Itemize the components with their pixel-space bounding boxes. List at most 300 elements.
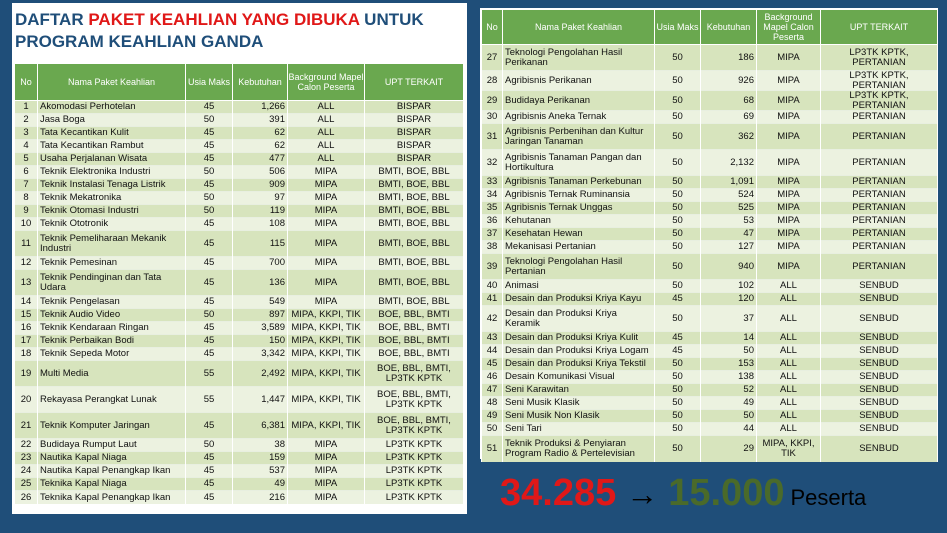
cell-name: Agribisnis Perikanan xyxy=(503,71,655,91)
cell-name: Desain dan Produksi Kriya Logam xyxy=(503,345,655,358)
cell-need: 29 xyxy=(701,436,757,462)
table-row xyxy=(15,296,464,309)
cell-upt: BOE, BBL, BMTI xyxy=(365,322,464,335)
cell-bg: MIPA, KKPI, TIK xyxy=(288,361,365,387)
cell-bg: MIPA xyxy=(288,491,365,504)
cell-upt: PERTANIAN xyxy=(821,202,938,215)
cell-name: Budidaya Rumput Laut xyxy=(38,439,186,452)
cell-need: 44 xyxy=(701,423,757,436)
cell-upt: BMTI, BOE, BBL xyxy=(365,218,464,231)
cell-name: Usaha Perjalanan Wisata xyxy=(38,153,186,166)
table-row xyxy=(482,358,938,371)
cell-upt: SENBUD xyxy=(821,397,938,410)
cell-age: 45 xyxy=(186,231,233,257)
cell-name: Kehutanan xyxy=(503,215,655,228)
cell-no: 15 xyxy=(15,309,38,322)
cell-name: Teknik Audio Video xyxy=(38,309,186,322)
cell-need: 62 xyxy=(233,127,288,140)
cell-age: 45 xyxy=(186,348,233,361)
cell-need: 1,266 xyxy=(233,101,288,114)
right-table xyxy=(481,9,938,462)
cell-bg: MIPA xyxy=(288,439,365,452)
cell-no: 22 xyxy=(15,439,38,452)
table-header xyxy=(482,10,938,45)
cell-upt: BMTI, BOE, BBL xyxy=(365,231,464,257)
cell-age: 50 xyxy=(186,166,233,179)
cell-age: 45 xyxy=(186,478,233,491)
cell-age: 45 xyxy=(186,218,233,231)
cell-need: 50 xyxy=(701,410,757,423)
cell-name: Teknik Pemeliharaan Mekanik Industri xyxy=(38,231,186,257)
cell-no: 45 xyxy=(482,358,503,371)
cell-upt: BMTI, BOE, BBL xyxy=(365,179,464,192)
cell-upt: PERTANIAN xyxy=(821,215,938,228)
cell-upt: BMTI, BOE, BBL xyxy=(365,205,464,218)
table-row xyxy=(482,189,938,202)
cell-name: Desain Komunikasi Visual xyxy=(503,371,655,384)
cell-upt: SENBUD xyxy=(821,358,938,371)
cell-no: 47 xyxy=(482,384,503,397)
cell-bg: ALL xyxy=(288,140,365,153)
cell-bg: MIPA, KKPI, TIK xyxy=(757,436,821,462)
table-row xyxy=(482,345,938,358)
table-row xyxy=(482,423,938,436)
cell-age: 50 xyxy=(655,215,701,228)
header-bg: Background Mapel Calon Peserta xyxy=(757,10,821,45)
summary-from: 34.285 xyxy=(500,472,617,514)
cell-no: 13 xyxy=(15,270,38,296)
cell-need: 524 xyxy=(701,189,757,202)
cell-bg: ALL xyxy=(757,293,821,306)
cell-name: Teknik Komputer Jaringan xyxy=(38,413,186,439)
table-row xyxy=(482,332,938,345)
cell-age: 50 xyxy=(186,205,233,218)
cell-bg: MIPA xyxy=(288,179,365,192)
table-row xyxy=(482,215,938,228)
cell-bg: MIPA xyxy=(757,228,821,241)
table-row xyxy=(15,452,464,465)
table-row xyxy=(15,166,464,179)
cell-name: Agribisnis Tanaman Pangan dan Hortikultura xyxy=(503,150,655,176)
cell-age: 50 xyxy=(655,410,701,423)
cell-upt: PERTANIAN xyxy=(821,228,938,241)
cell-name: Teknologi Pengolahan Hasil Perikanan xyxy=(503,45,655,71)
cell-need: 50 xyxy=(701,345,757,358)
cell-bg: ALL xyxy=(757,384,821,397)
cell-bg: MIPA xyxy=(288,478,365,491)
cell-no: 40 xyxy=(482,280,503,293)
cell-age: 45 xyxy=(186,270,233,296)
cell-age: 45 xyxy=(186,179,233,192)
cell-upt: SENBUD xyxy=(821,306,938,332)
cell-no: 20 xyxy=(15,387,38,413)
left-table-body xyxy=(15,101,464,504)
cell-need: 2,492 xyxy=(233,361,288,387)
cell-name: Agribisnis Ternak Ruminansia xyxy=(503,189,655,202)
cell-bg: ALL xyxy=(757,423,821,436)
cell-no: 41 xyxy=(482,293,503,306)
cell-need: 506 xyxy=(233,166,288,179)
cell-name: Nautika Kapal Niaga xyxy=(38,452,186,465)
cell-need: 97 xyxy=(233,192,288,205)
cell-name: Seni Tari xyxy=(503,423,655,436)
cell-name: Teknik Mekatronika xyxy=(38,192,186,205)
cell-upt: LP3TK KPTK xyxy=(365,439,464,452)
cell-upt: BISPAR xyxy=(365,114,464,127)
table-row xyxy=(482,241,938,254)
cell-age: 45 xyxy=(186,140,233,153)
cell-age: 45 xyxy=(186,322,233,335)
cell-no: 14 xyxy=(15,296,38,309)
cell-age: 45 xyxy=(186,413,233,439)
cell-age: 50 xyxy=(655,189,701,202)
cell-bg: MIPA xyxy=(757,91,821,111)
summary-to: 15.000 xyxy=(668,472,785,514)
cell-bg: MIPA xyxy=(757,215,821,228)
header-name: Nama Paket Keahlian xyxy=(38,64,186,101)
cell-name: Desain dan Produksi Kriya Kulit xyxy=(503,332,655,345)
cell-bg: MIPA xyxy=(757,202,821,215)
cell-name: Teknik Sepeda Motor xyxy=(38,348,186,361)
cell-bg: ALL xyxy=(757,371,821,384)
header-no: No xyxy=(482,10,503,45)
cell-upt: SENBUD xyxy=(821,280,938,293)
title-part2: UNTUK xyxy=(359,10,424,29)
table-row xyxy=(15,413,464,439)
cell-upt: LP3TK KPTK, PERTANIAN xyxy=(821,45,938,71)
cell-no: 6 xyxy=(15,166,38,179)
table-row xyxy=(482,436,938,462)
table-row xyxy=(482,71,938,91)
cell-need: 153 xyxy=(701,358,757,371)
table-row xyxy=(482,176,938,189)
cell-age: 50 xyxy=(655,241,701,254)
cell-bg: MIPA xyxy=(757,150,821,176)
cell-need: 138 xyxy=(701,371,757,384)
cell-name: Mekanisasi Pertanian xyxy=(503,241,655,254)
table-row xyxy=(15,335,464,348)
cell-bg: MIPA xyxy=(757,71,821,91)
cell-bg: MIPA xyxy=(757,189,821,202)
cell-upt: BOE, BBL, BMTI xyxy=(365,309,464,322)
cell-need: 53 xyxy=(701,215,757,228)
cell-name: Tata Kecantikan Kulit xyxy=(38,127,186,140)
cell-need: 119 xyxy=(233,205,288,218)
cell-bg: ALL xyxy=(288,127,365,140)
cell-age: 45 xyxy=(186,465,233,478)
cell-no: 34 xyxy=(482,189,503,202)
cell-name: Jasa Boga xyxy=(38,114,186,127)
title-part1: DAFTAR xyxy=(15,10,89,29)
cell-upt: BOE, BBL, BMTI, LP3TK KPTK xyxy=(365,413,464,439)
cell-age: 50 xyxy=(655,124,701,150)
cell-no: 31 xyxy=(482,124,503,150)
cell-need: 525 xyxy=(701,202,757,215)
cell-name: Budidaya Perikanan xyxy=(503,91,655,111)
cell-need: 49 xyxy=(701,397,757,410)
cell-upt: BMTI, BOE, BBL xyxy=(365,166,464,179)
cell-upt: SENBUD xyxy=(821,384,938,397)
cell-need: 549 xyxy=(233,296,288,309)
cell-age: 45 xyxy=(186,101,233,114)
cell-name: Seni Karawitan xyxy=(503,384,655,397)
cell-need: 391 xyxy=(233,114,288,127)
cell-no: 11 xyxy=(15,231,38,257)
cell-upt: SENBUD xyxy=(821,423,938,436)
cell-bg: MIPA xyxy=(757,241,821,254)
cell-bg: MIPA xyxy=(288,270,365,296)
cell-age: 50 xyxy=(655,150,701,176)
table-row xyxy=(482,202,938,215)
cell-upt: LP3TK KPTK xyxy=(365,491,464,504)
cell-name: Agribisnis Perbenihan dan Kultur Jaringan Tanaman xyxy=(503,124,655,150)
cell-bg: MIPA xyxy=(757,176,821,189)
cell-bg: MIPA xyxy=(288,257,365,270)
cell-no: 16 xyxy=(15,322,38,335)
cell-age: 45 xyxy=(186,452,233,465)
table-row xyxy=(15,257,464,270)
table-row xyxy=(15,140,464,153)
cell-age: 50 xyxy=(655,202,701,215)
cell-need: 1,091 xyxy=(701,176,757,189)
cell-no: 10 xyxy=(15,218,38,231)
cell-bg: ALL xyxy=(288,153,365,166)
summary-arrow: → xyxy=(626,476,659,512)
cell-no: 21 xyxy=(15,413,38,439)
cell-bg: ALL xyxy=(757,410,821,423)
cell-upt: SENBUD xyxy=(821,293,938,306)
cell-no: 3 xyxy=(15,127,38,140)
cell-upt: LP3TK KPTK, PERTANIAN xyxy=(821,91,938,111)
cell-no: 12 xyxy=(15,257,38,270)
cell-no: 29 xyxy=(482,91,503,111)
cell-need: 52 xyxy=(701,384,757,397)
cell-bg: MIPA, KKPI, TIK xyxy=(288,387,365,413)
table-row xyxy=(15,465,464,478)
header-age: Usia Maks xyxy=(655,10,701,45)
cell-bg: MIPA xyxy=(757,124,821,150)
table-row xyxy=(15,361,464,387)
cell-no: 50 xyxy=(482,423,503,436)
cell-upt: PERTANIAN xyxy=(821,176,938,189)
cell-no: 39 xyxy=(482,254,503,280)
cell-need: 1,447 xyxy=(233,387,288,413)
cell-name: Agribisnis Tanaman Perkebunan xyxy=(503,176,655,189)
cell-age: 50 xyxy=(186,192,233,205)
cell-no: 51 xyxy=(482,436,503,462)
cell-bg: MIPA xyxy=(288,465,365,478)
cell-age: 50 xyxy=(186,439,233,452)
cell-name: Teknik Elektronika Industri xyxy=(38,166,186,179)
cell-name: Nautika Kapal Penangkap Ikan xyxy=(38,465,186,478)
page-title xyxy=(15,9,465,53)
cell-bg: ALL xyxy=(288,101,365,114)
cell-bg: MIPA xyxy=(288,166,365,179)
cell-age: 50 xyxy=(655,91,701,111)
cell-no: 4 xyxy=(15,140,38,153)
cell-age: 45 xyxy=(186,335,233,348)
table-row xyxy=(15,322,464,335)
cell-bg: MIPA xyxy=(288,452,365,465)
cell-upt: SENBUD xyxy=(821,345,938,358)
cell-no: 19 xyxy=(15,361,38,387)
cell-bg: MIPA xyxy=(757,45,821,71)
cell-no: 23 xyxy=(15,452,38,465)
header-bg: Background Mapel Calon Peserta xyxy=(288,64,365,101)
cell-bg: MIPA, KKPI, TIK xyxy=(288,322,365,335)
table-row xyxy=(15,491,464,504)
cell-no: 26 xyxy=(15,491,38,504)
cell-name: Multi Media xyxy=(38,361,186,387)
cell-need: 37 xyxy=(701,306,757,332)
cell-bg: MIPA, KKPI, TIK xyxy=(288,413,365,439)
table-row xyxy=(15,309,464,322)
cell-age: 50 xyxy=(655,71,701,91)
cell-age: 50 xyxy=(655,436,701,462)
cell-no: 48 xyxy=(482,397,503,410)
cell-age: 50 xyxy=(655,306,701,332)
table-row xyxy=(482,150,938,176)
cell-bg: ALL xyxy=(288,114,365,127)
right-panel xyxy=(480,8,938,459)
cell-name: Teknik Perbaikan Bodi xyxy=(38,335,186,348)
cell-upt: PERTANIAN xyxy=(821,124,938,150)
table-row xyxy=(482,91,938,111)
table-row xyxy=(482,45,938,71)
table-row xyxy=(15,153,464,166)
cell-no: 35 xyxy=(482,202,503,215)
cell-upt: SENBUD xyxy=(821,332,938,345)
header-upt: UPT TERKAIT xyxy=(821,10,938,45)
cell-need: 136 xyxy=(233,270,288,296)
cell-need: 2,132 xyxy=(701,150,757,176)
cell-name: Tata Kecantikan Rambut xyxy=(38,140,186,153)
cell-age: 45 xyxy=(186,127,233,140)
cell-bg: ALL xyxy=(757,280,821,293)
summary-unit: Peserta xyxy=(790,485,867,510)
table-row xyxy=(482,384,938,397)
cell-age: 55 xyxy=(186,387,233,413)
cell-name: Desain dan Produksi Kriya Kayu xyxy=(503,293,655,306)
title-highlight: PAKET KEAHLIAN YANG DIBUKA xyxy=(88,10,360,29)
cell-name: Kesehatan Hewan xyxy=(503,228,655,241)
cell-need: 127 xyxy=(701,241,757,254)
cell-age: 50 xyxy=(655,228,701,241)
cell-bg: MIPA xyxy=(288,296,365,309)
cell-name: Teknik Kendaraan Ringan xyxy=(38,322,186,335)
cell-need: 14 xyxy=(701,332,757,345)
table-row xyxy=(15,270,464,296)
cell-name: Teknik Pendinginan dan Tata Udara xyxy=(38,270,186,296)
cell-name: Teknik Ototronik xyxy=(38,218,186,231)
cell-need: 6,381 xyxy=(233,413,288,439)
summary xyxy=(500,472,866,522)
cell-upt: SENBUD xyxy=(821,436,938,462)
cell-name: Teknik Otomasi Industri xyxy=(38,205,186,218)
cell-need: 62 xyxy=(233,140,288,153)
cell-need: 216 xyxy=(233,491,288,504)
cell-need: 3,589 xyxy=(233,322,288,335)
cell-no: 1 xyxy=(15,101,38,114)
cell-bg: MIPA, KKPI, TIK xyxy=(288,335,365,348)
left-panel xyxy=(12,3,467,514)
cell-need: 68 xyxy=(701,91,757,111)
table-row xyxy=(15,231,464,257)
header-need: Kebutuhan xyxy=(233,64,288,101)
cell-bg: MIPA xyxy=(288,231,365,257)
cell-need: 49 xyxy=(233,478,288,491)
cell-need: 120 xyxy=(701,293,757,306)
cell-need: 38 xyxy=(233,439,288,452)
cell-age: 45 xyxy=(186,296,233,309)
cell-bg: MIPA xyxy=(757,111,821,124)
cell-name: Agribisnis Aneka Ternak xyxy=(503,111,655,124)
table-row xyxy=(482,306,938,332)
cell-need: 940 xyxy=(701,254,757,280)
cell-need: 108 xyxy=(233,218,288,231)
cell-name: Teknik Produksi & Penyiaran Program Radio & Pertelevisian xyxy=(503,436,655,462)
cell-no: 44 xyxy=(482,345,503,358)
cell-upt: BMTI, BOE, BBL xyxy=(365,192,464,205)
table-row xyxy=(15,218,464,231)
table-row xyxy=(15,192,464,205)
cell-name: Seni Musik Non Klasik xyxy=(503,410,655,423)
cell-bg: MIPA xyxy=(288,192,365,205)
cell-name: Teknik Pemesinan xyxy=(38,257,186,270)
table-row xyxy=(15,348,464,361)
cell-bg: MIPA, KKPI, TIK xyxy=(288,309,365,322)
cell-age: 50 xyxy=(655,254,701,280)
cell-upt: PERTANIAN xyxy=(821,111,938,124)
cell-need: 150 xyxy=(233,335,288,348)
left-table xyxy=(14,63,464,504)
cell-need: 700 xyxy=(233,257,288,270)
table-row xyxy=(482,293,938,306)
cell-no: 25 xyxy=(15,478,38,491)
cell-age: 50 xyxy=(655,176,701,189)
cell-name: Teknika Kapal Penangkap Ikan xyxy=(38,491,186,504)
table-row xyxy=(482,124,938,150)
table-row xyxy=(482,371,938,384)
cell-upt: PERTANIAN xyxy=(821,189,938,202)
table-row xyxy=(482,280,938,293)
cell-name: Rekayasa Perangkat Lunak xyxy=(38,387,186,413)
cell-bg: MIPA xyxy=(757,254,821,280)
cell-age: 50 xyxy=(655,371,701,384)
table-row xyxy=(482,397,938,410)
table-row xyxy=(15,439,464,452)
cell-bg: ALL xyxy=(757,345,821,358)
title-line2: PROGRAM KEAHLIAN GANDA xyxy=(15,32,264,51)
cell-age: 50 xyxy=(655,423,701,436)
table-header xyxy=(15,64,464,101)
cell-need: 362 xyxy=(701,124,757,150)
cell-upt: BMTI, BOE, BBL xyxy=(365,296,464,309)
cell-upt: LP3TK KPTK xyxy=(365,478,464,491)
cell-need: 186 xyxy=(701,45,757,71)
cell-name: Teknologi Pengolahan Hasil Pertanian xyxy=(503,254,655,280)
cell-no: 43 xyxy=(482,332,503,345)
cell-upt: BISPAR xyxy=(365,140,464,153)
cell-no: 9 xyxy=(15,205,38,218)
cell-age: 50 xyxy=(655,45,701,71)
cell-age: 45 xyxy=(186,257,233,270)
cell-age: 50 xyxy=(655,397,701,410)
cell-upt: BISPAR xyxy=(365,101,464,114)
cell-name: Desain dan Produksi Kriya Keramik xyxy=(503,306,655,332)
cell-upt: BOE, BBL, BMTI xyxy=(365,335,464,348)
header-age: Usia Maks xyxy=(186,64,233,101)
